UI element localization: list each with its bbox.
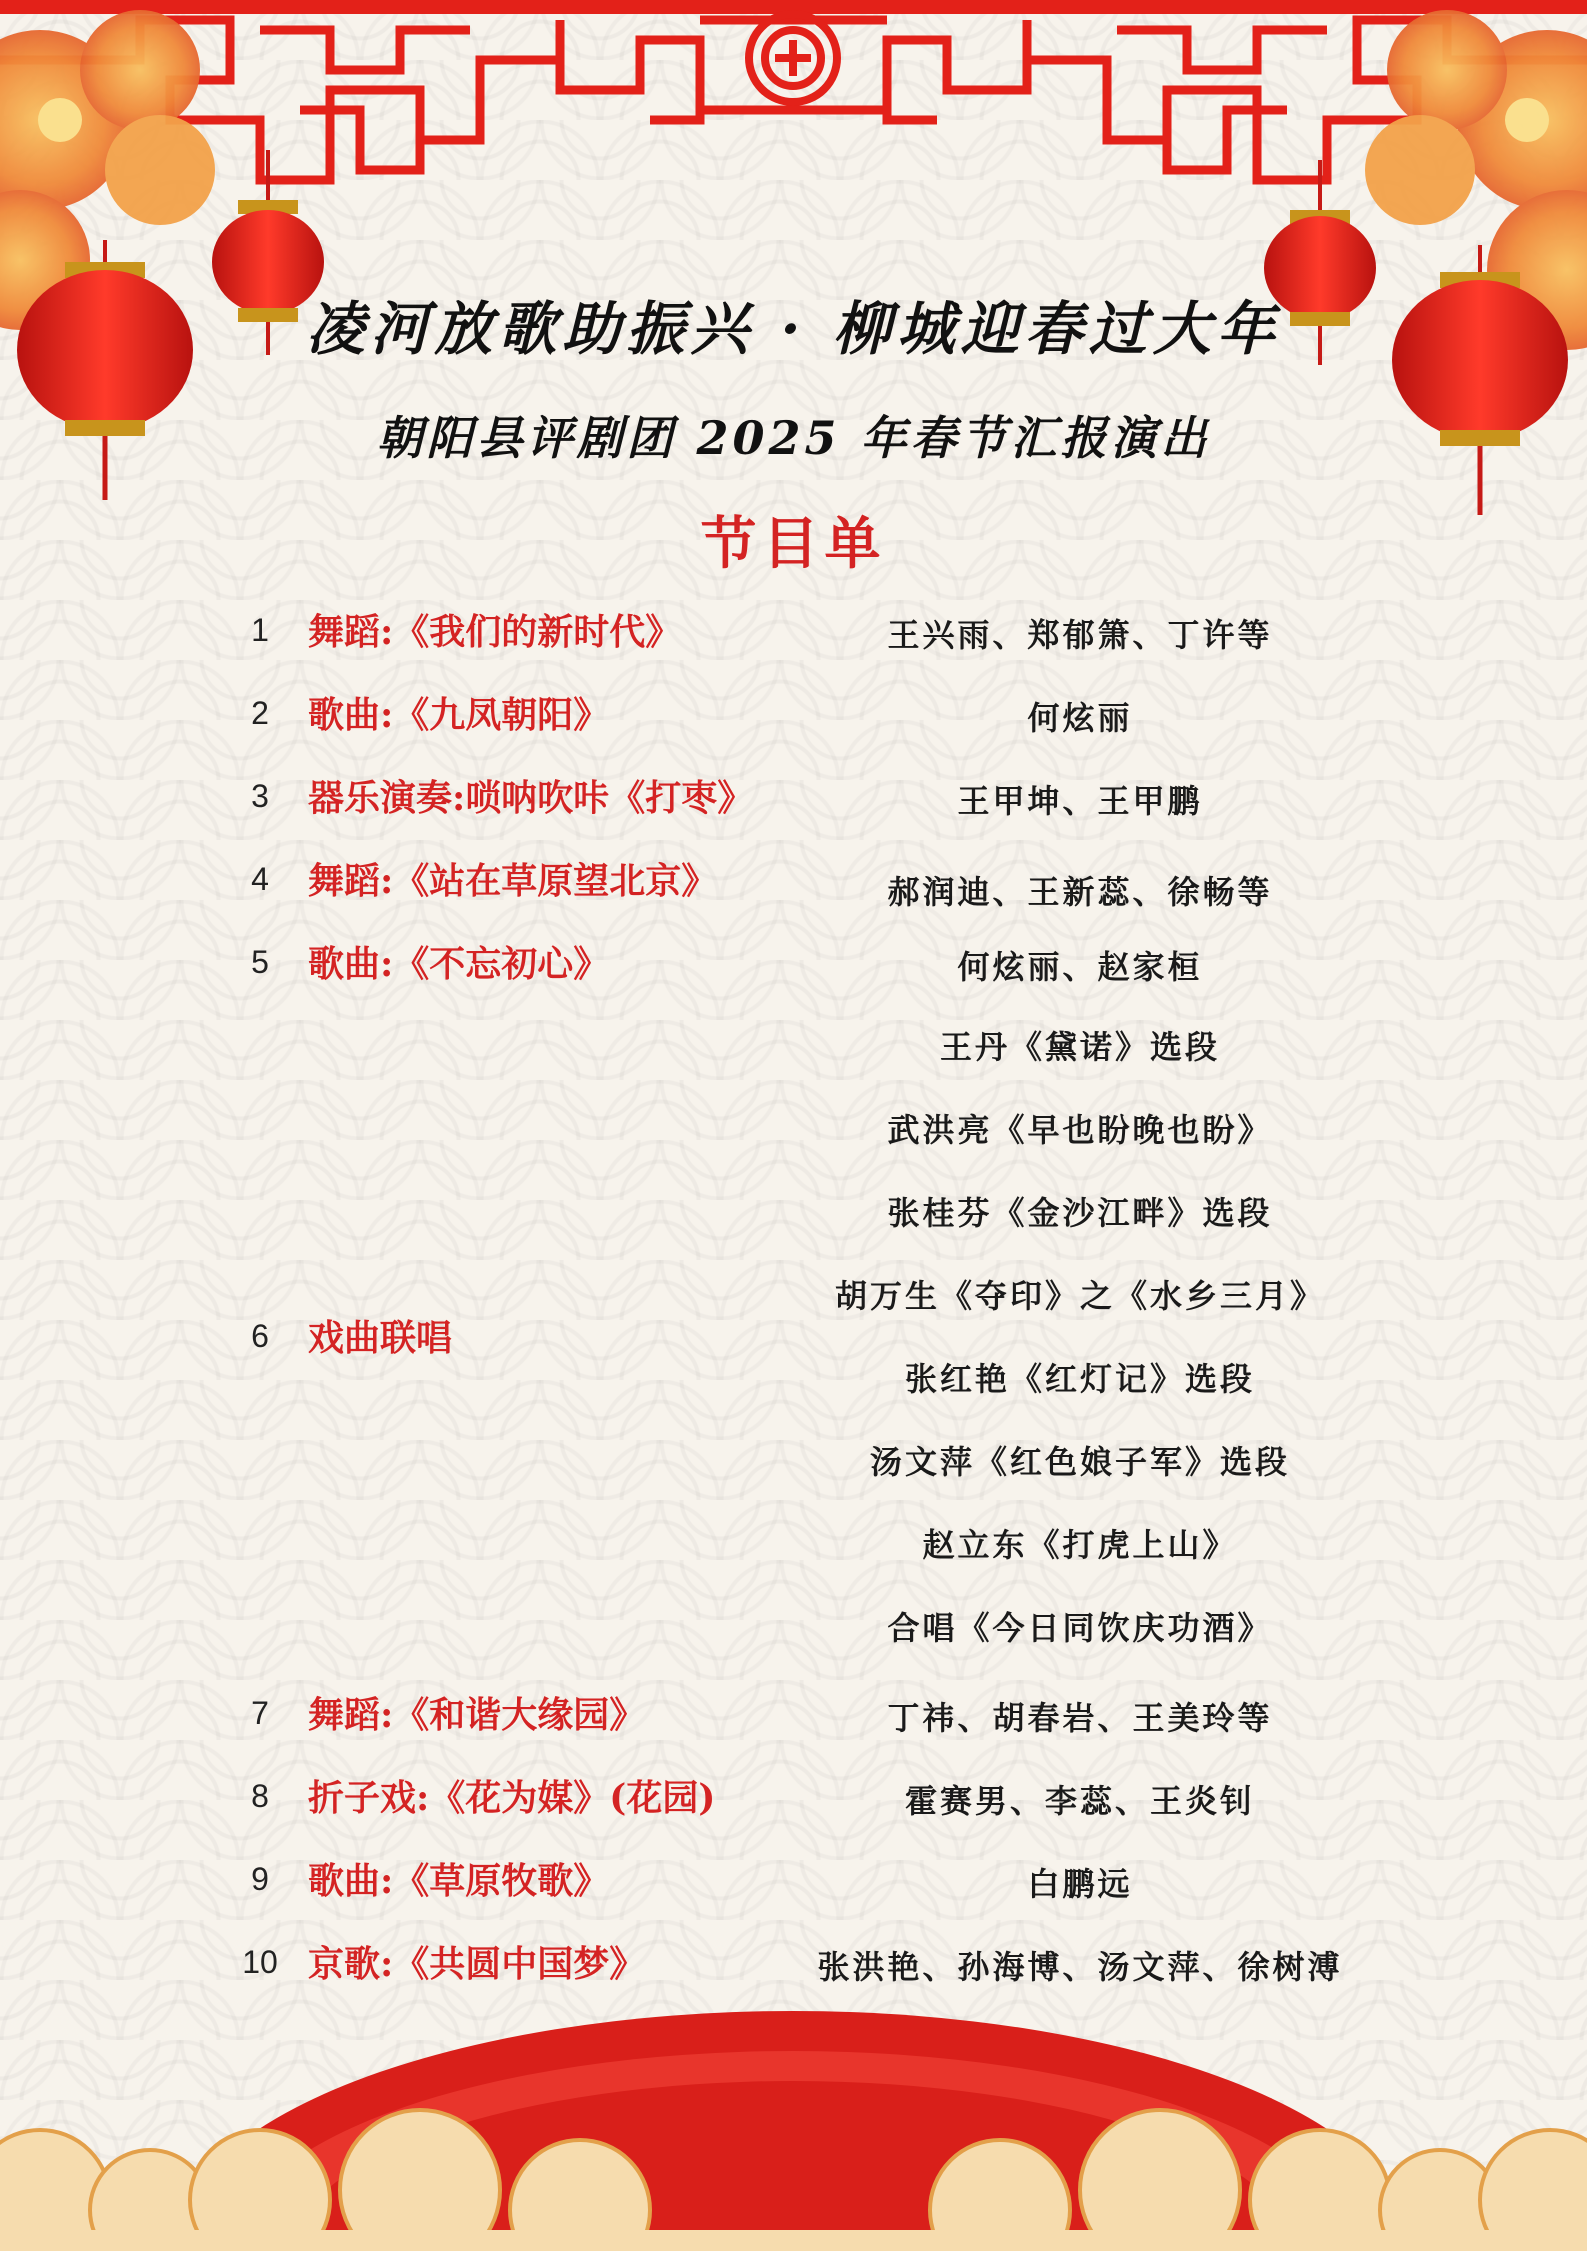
opera-performer-line: 汤文萍《红色娘子军》选段 (869, 1443, 1290, 1481)
program-performers: 王甲坤、王甲鹏 (957, 782, 1203, 820)
program-title: 舞蹈:《我们的新时代》 (308, 611, 682, 653)
program-number: 7 (251, 1695, 269, 1731)
program-performers: 何炫丽 (1027, 699, 1133, 737)
opera-performer-line: 武洪亮《早也盼晚也盼》 (887, 1111, 1273, 1149)
program-number: 5 (251, 944, 269, 980)
program-performers: 王兴雨、郑郁箫、丁许等 (887, 616, 1273, 654)
program-performers: 白鹏远 (1027, 1865, 1133, 1903)
program-number: 10 (242, 1944, 278, 1980)
opera-performer-line: 合唱《今日同饮庆功酒》 (887, 1609, 1273, 1647)
main-title: 凌河放歌助振兴 · 柳城迎春过大年 (306, 295, 1281, 363)
program-item (0, 766, 1587, 826)
opera-performer-line: 张桂芬《金沙江畔》选段 (887, 1194, 1273, 1232)
program-title: 戏曲联唱 (308, 1317, 453, 1359)
program-item (0, 600, 1587, 660)
opera-performer-line: 胡万生《夺印》之《水乡三月》 (834, 1277, 1325, 1315)
program-title: 歌曲:《九凤朝阳》 (308, 694, 610, 736)
program-number: 9 (251, 1861, 269, 1897)
program-item (0, 1683, 1587, 1743)
opera-performer-line: 王丹《黛诺》选段 (939, 1028, 1220, 1066)
cloud-decoration (0, 2110, 1587, 2251)
program-title: 舞蹈:《和谐大缘园》 (308, 1694, 646, 1736)
program-number: 3 (251, 778, 269, 814)
program-number: 4 (251, 861, 269, 897)
program-title: 折子戏:《花为媒》(花园) (308, 1777, 716, 1819)
program-item (0, 1849, 1587, 1909)
program-heading: 节目单 (700, 511, 887, 577)
red-fan-decoration (173, 2011, 1413, 2251)
opera-performer-line: 赵立东《打虎上山》 (922, 1526, 1238, 1564)
program-item (0, 1766, 1587, 1826)
program-item (0, 1932, 1587, 1992)
sub-title: 朝阳县评剧团 2025 年春节汇报演出 (376, 411, 1211, 465)
opera-performer-line: 张红艳《红灯记》选段 (904, 1360, 1255, 1398)
center-emblem (749, 14, 837, 102)
program-number: 6 (251, 1318, 269, 1354)
program-item (0, 932, 1587, 992)
program-performers: 霍赛男、李蕊、王炎钊 (904, 1782, 1255, 1820)
program-item (0, 683, 1587, 743)
program-title: 京歌:《共圆中国梦》 (308, 1943, 646, 1985)
program-number: 1 (251, 612, 269, 648)
program-title: 舞蹈:《站在草原望北京》 (308, 860, 718, 902)
program-title: 歌曲:《草原牧歌》 (308, 1860, 610, 1902)
program-performers: 丁祎、胡春岩、王美玲等 (887, 1699, 1273, 1737)
program-item (0, 849, 1587, 909)
program-number: 2 (251, 695, 269, 731)
program-number: 8 (251, 1778, 269, 1814)
program-performers: 郝润迪、王新蕊、徐畅等 (887, 873, 1273, 911)
program-title: 器乐演奏:唢呐吹咔《打枣》 (308, 777, 754, 819)
program-performers: 张洪艳、孙海博、汤文萍、徐树溥 (817, 1948, 1343, 1986)
program-title: 歌曲:《不忘初心》 (308, 943, 610, 985)
program-performers: 何炫丽、赵家桓 (957, 948, 1203, 986)
